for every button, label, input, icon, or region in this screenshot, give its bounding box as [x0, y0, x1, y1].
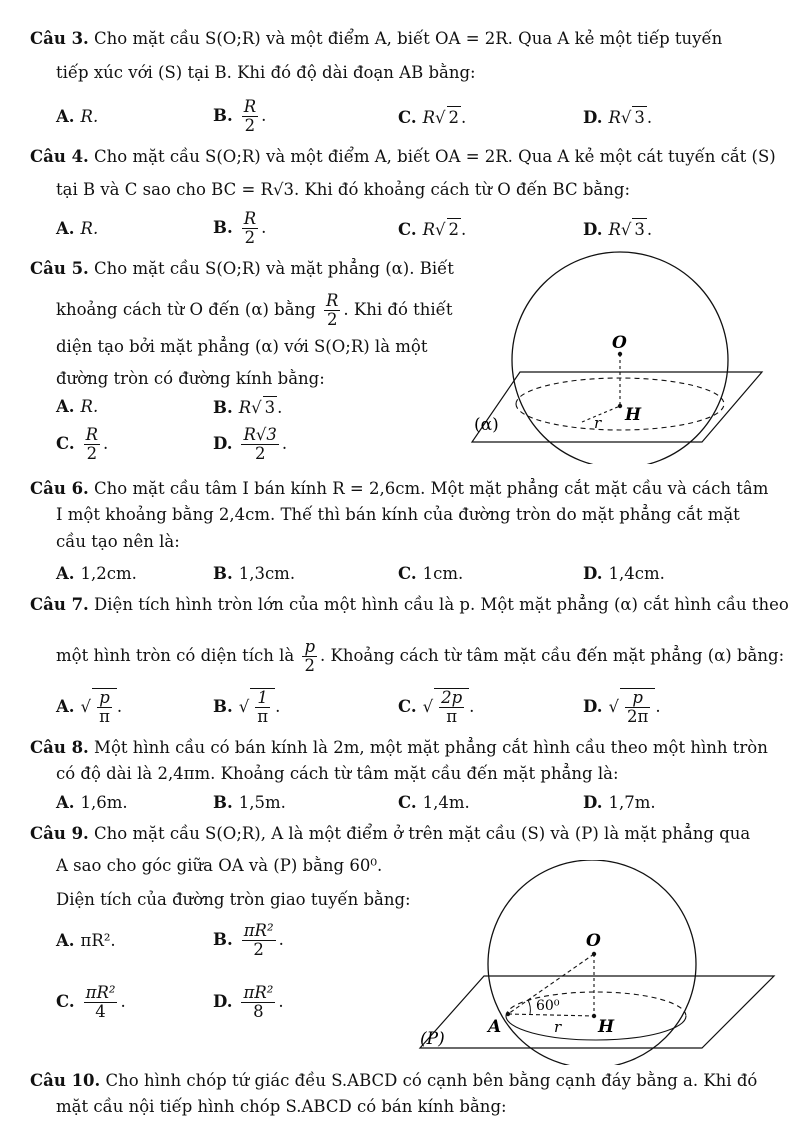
q4-option-c[interactable]: C. R√ 2 .	[398, 220, 467, 239]
q9-option-d[interactable]: D. $\frac{\text{πR²}}{8}$ .	[213, 983, 284, 1021]
q6-line1: Câu 6. Cho mặt cầu tâm I bán kính R = 2,6cm. Một mặt phẳng cắt mặt cầu và cách tâm	[30, 479, 769, 498]
segment-AH	[508, 1014, 594, 1016]
label-plane-alpha: (α)	[474, 415, 499, 435]
q7-option-b[interactable]: B. √ $\frac{1}{\pi}$ .	[213, 688, 281, 726]
q4-option-d[interactable]: D. R√ 3 .	[583, 220, 653, 239]
q7-label: Câu 7.	[30, 595, 89, 614]
q8-option-d[interactable]: D. 1,7m.	[583, 793, 656, 812]
q3-option-b[interactable]: B. $\frac{R}{2}$ .	[213, 97, 267, 135]
q6-option-d[interactable]: D. 1,4cm.	[583, 564, 665, 583]
q5-sphere-figure	[462, 244, 772, 464]
q7-line2: một hình tròn có diện tích là $\frac{p}{2}$ . Khoảng cách từ tâm mặt cầu đến mặt phẳng (α) bằng:	[56, 637, 785, 675]
q4-label: Câu 4.	[30, 147, 89, 166]
label-plane-P: (P)	[420, 1029, 445, 1049]
label-angle: 60⁰	[536, 998, 560, 1014]
q3-option-c[interactable]: C. R√ 2 .	[398, 108, 467, 127]
q10-line2: mặt cầu nội tiếp hình chóp S.ABCD có bán kính bằng:	[56, 1097, 507, 1116]
q7-option-c[interactable]: C. √ $\frac{2p}{\pi}$ .	[398, 688, 475, 726]
q5-line4: đường tròn có đường kính bằng:	[56, 369, 325, 388]
q10-line1: Câu 10. Cho hình chóp tứ giác đều S.ABCD có cạnh bên bằng cạnh đáy bằng a. Khi đó	[30, 1071, 758, 1090]
q6-option-c[interactable]: C. 1cm.	[398, 564, 464, 583]
q6-label: Câu 6.	[30, 479, 89, 498]
q7-option-d[interactable]: D. √ $\frac{p}{2\pi}$ .	[583, 688, 661, 726]
q5-option-b[interactable]: B. R√ 3 .	[213, 398, 283, 417]
sphere-outline	[512, 252, 728, 464]
q9-line2: A sao cho góc giữa OA và (P) bằng 60⁰.	[56, 856, 383, 875]
q9-option-c[interactable]: C. $\frac{\text{πR²}}{4}$ .	[56, 983, 126, 1021]
q4-line2: tại B và C sao cho BC = R√3. Khi đó khoảng cách từ O đến BC bằng:	[56, 180, 631, 199]
plane-P	[420, 976, 774, 1048]
label-r: r	[554, 1018, 562, 1036]
q9-option-a[interactable]: A. πR².	[56, 931, 116, 950]
q3-option-d[interactable]: D. R√ 3 .	[583, 108, 653, 127]
q5-line2: khoảng cách từ O đến (α) bằng $\frac{R}{2}$ . Khi đó thiết	[56, 291, 453, 329]
angle-arc	[528, 1000, 530, 1014]
q9-option-b[interactable]: B. $\frac{\text{πR²}}{2}$ .	[213, 921, 284, 959]
q8-option-a[interactable]: A. 1,6m.	[56, 793, 128, 812]
q7-option-a[interactable]: A. √ $\frac{p}{\pi}$ .	[56, 688, 123, 726]
q8-line1: Câu 8. Một hình cầu có bán kính là 2m, một mặt phẳng cắt hình cầu theo một hình tròn	[30, 738, 768, 757]
q5-line1: Câu 5. Cho mặt cầu S(O;R) và mặt phẳng (α). Biết	[30, 259, 454, 278]
q5-line3: diện tạo bởi mặt phẳng (α) với S(O;R) là một	[56, 337, 428, 356]
sphere-outline	[488, 860, 696, 1065]
q6-line3: cầu tạo nên là:	[56, 532, 180, 551]
q9-label: Câu 9.	[30, 824, 89, 843]
q6-line2: I một khoảng bằng 2,4cm. Thế thì bán kính của đường tròn do mặt phẳng cắt mặt	[56, 505, 740, 524]
q5-label: Câu 5.	[30, 259, 89, 278]
section-ellipse-back	[506, 992, 686, 1016]
q9-line3: Diện tích của đường tròn giao tuyến bằng:	[56, 890, 411, 909]
q7-line1: Câu 7. Diện tích hình tròn lớn của một hình cầu là p. Một mặt phẳng (α) cắt hình cầu theo	[30, 595, 789, 614]
q8-option-c[interactable]: C. 1,4m.	[398, 793, 470, 812]
q10-label: Câu 10.	[30, 1071, 101, 1090]
label-O: O	[612, 333, 627, 353]
q3-line2: tiếp xúc với (S) tại B. Khi đó độ dài đoạn AB bằng:	[56, 63, 476, 82]
q4-option-b[interactable]: B. $\frac{R}{2}$ .	[213, 209, 267, 247]
q4-option-a[interactable]: A. R.	[56, 219, 99, 238]
label-H: H	[625, 405, 642, 425]
q5-option-d[interactable]: D. $\frac{R√3}{2}$ .	[213, 425, 288, 463]
q8-label: Câu 8.	[30, 738, 89, 757]
q6-option-b[interactable]: B. 1,3cm.	[213, 564, 296, 583]
q9-line1: Câu 9. Cho mặt cầu S(O;R), A là một điểm ở trên mặt cầu (S) và (P) là mặt phẳng qua	[30, 824, 751, 843]
q8-line2: có độ dài là 2,4πm. Khoảng cách từ tâm mặt cầu đến mặt phẳng là:	[56, 764, 619, 783]
q3-line1: Câu 3. Cho mặt cầu S(O;R) và một điểm A, biết OA = 2R. Qua A kẻ một tiếp tuyến	[30, 29, 723, 48]
section-ellipse-front	[506, 1016, 686, 1040]
label-r: r	[594, 414, 602, 432]
q3-label: Câu 3.	[30, 29, 89, 48]
q3-option-a[interactable]: A. R.	[56, 107, 99, 126]
label-O: O	[586, 931, 601, 951]
q5-option-a[interactable]: A. R.	[56, 397, 99, 416]
q4-line1: Câu 4. Cho mặt cầu S(O;R) và một điểm A, biết OA = 2R. Qua A kẻ một cát tuyến cắt (S)	[30, 147, 776, 166]
q8-option-b[interactable]: B. 1,5m.	[213, 793, 286, 812]
label-H: H	[598, 1017, 615, 1037]
q5-option-c[interactable]: C. $\frac{R}{2}$ .	[56, 425, 109, 463]
q9-sphere-figure	[412, 860, 782, 1065]
label-A: A	[488, 1017, 502, 1037]
q6-option-a[interactable]: A. 1,2cm.	[56, 564, 137, 583]
